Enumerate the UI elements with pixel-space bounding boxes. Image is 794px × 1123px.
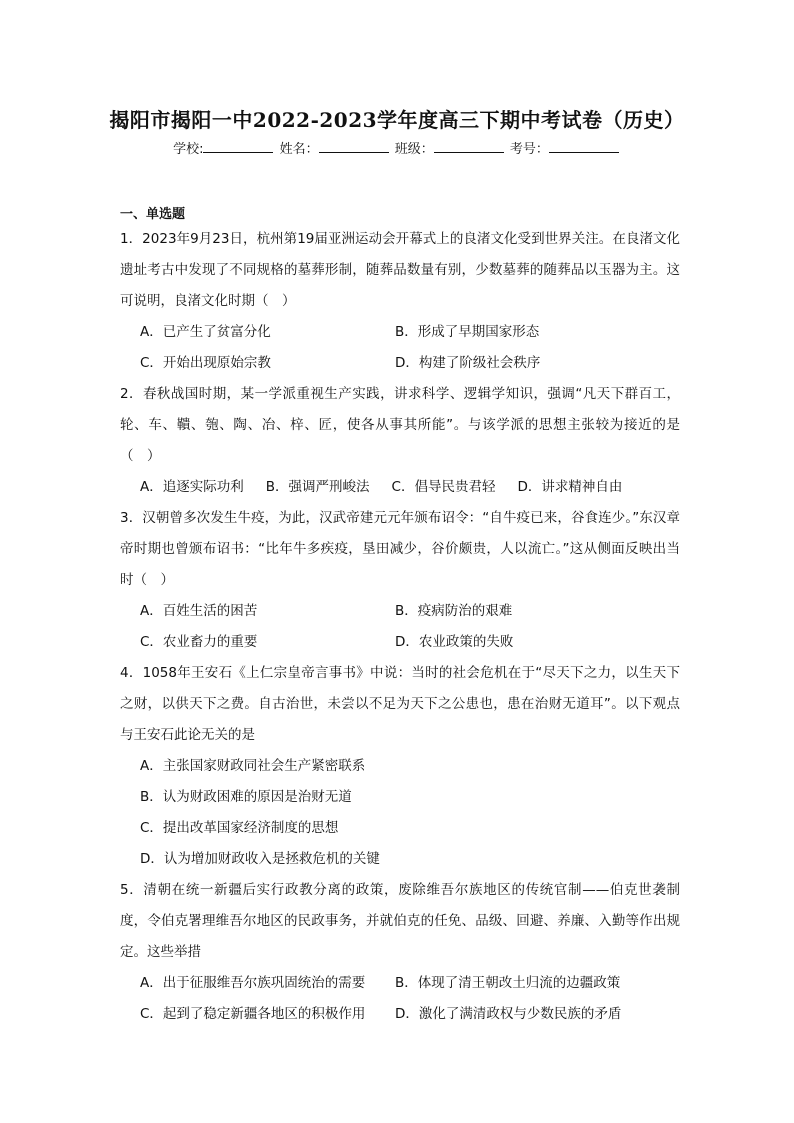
option-c[interactable]: C．开始出现原始宗教 xyxy=(140,355,271,371)
question-stem: 3．汉朝曾多次发生牛疫，为此，汉武帝建元元年颁布诏令：“自牛疫已来，谷食连少。”东汉章帝时期也曾颁布诏书：“比年牛多疾疫，垦田减少，谷价颇贵，人以流亡。”这从侧面反映出当时（ ） xyxy=(120,510,680,588)
options-group xyxy=(120,968,680,1030)
options-group xyxy=(120,751,680,875)
option-d[interactable]: D．农业政策的失败 xyxy=(395,634,514,650)
student-info-row xyxy=(0,138,794,157)
question-stem: 1．2023年9月23日，杭州第19届亚洲运动会开幕式上的良渚文化受到世界关注。在良渚文化遗址考古中发现了不同规格的墓葬形制，随葬品数量有别，少数墓葬的随葬品以玉器为主。这可说明，良渚文化时期（ ） xyxy=(120,231,680,309)
question-1 xyxy=(120,224,680,379)
options-group xyxy=(120,596,680,658)
exam-title: 揭阳市揭阳一中2022-2023学年度高三下期中考试卷（历史） xyxy=(109,108,685,132)
question-4 xyxy=(120,658,680,875)
class-blank[interactable] xyxy=(434,140,504,153)
name-blank[interactable] xyxy=(319,140,389,153)
options-group xyxy=(120,472,680,503)
option-c[interactable]: C．农业畜力的重要 xyxy=(140,634,258,650)
question-3 xyxy=(120,503,680,658)
name-label: 姓名： xyxy=(279,142,319,157)
option-a[interactable]: A．出于征服维吾尔族巩固统治的需要 xyxy=(140,975,366,991)
question-5 xyxy=(120,875,680,1030)
option-a[interactable]: A．百姓生活的困苦 xyxy=(140,603,258,619)
question-stem: 2．春秋战国时期，某一学派重视生产实践，讲求科学、逻辑学知识，强调“凡天下群百工，轮、车、鞼、匏、陶、冶、梓、匠，使各从事其所能”。与该学派的思想主张较为接近的是（ ） xyxy=(120,386,680,464)
question-2 xyxy=(120,379,680,503)
options-group xyxy=(120,317,680,379)
exam-number-blank[interactable] xyxy=(549,140,619,153)
question-stem: 5．清朝在统一新疆后实行政教分离的政策，废除维吾尔族地区的传统官制——伯克世袭制度，令伯克署理维吾尔地区的民政事务，并就伯克的任免、品级、回避、养廉、入勤等作出规定。这些举措 xyxy=(120,882,680,960)
exam-number-label: 考号： xyxy=(509,142,549,157)
option-b[interactable]: B．认为财政困难的原因是治财无道 xyxy=(140,789,352,805)
school-label: 学校: xyxy=(173,142,204,157)
option-d[interactable]: D．讲求精神自由 xyxy=(517,479,623,495)
option-c[interactable]: C．倡导民贵君轻 xyxy=(391,479,496,495)
option-a[interactable]: A．已产生了贫富分化 xyxy=(140,324,271,340)
option-b[interactable]: B．形成了早期国家形态 xyxy=(395,324,540,340)
option-d[interactable]: D．激化了满清政权与少数民族的矛盾 xyxy=(395,1006,622,1022)
option-b[interactable]: B．疫病防治的艰难 xyxy=(395,603,513,619)
school-blank[interactable] xyxy=(203,140,273,153)
question-stem: 4．1058年王安石《上仁宗皇帝言事书》中说：当时的社会危机在于“尽天下之力，以生天下之财，以供天下之费。自古治世，未尝以不足为天下之公患也，患在治财无道耳”。以下观点与王安石此论无关的是 xyxy=(120,665,680,743)
option-a[interactable]: A．追逐实际功利 xyxy=(140,479,244,495)
option-d[interactable]: D．认为增加财政收入是拯救危机的关键 xyxy=(140,851,380,867)
question-list xyxy=(120,224,680,1030)
section-title: 一、单选题 xyxy=(120,207,186,222)
option-c[interactable]: C．起到了稳定新疆各地区的积极作用 xyxy=(140,1006,366,1022)
option-c[interactable]: C．提出改革国家经济制度的思想 xyxy=(140,820,339,836)
class-label: 班级： xyxy=(394,142,434,157)
option-d[interactable]: D．构建了阶级社会秩序 xyxy=(395,355,541,371)
option-b[interactable]: B．强调严刑峻法 xyxy=(265,479,370,495)
option-a[interactable]: A．主张国家财政同社会生产紧密联系 xyxy=(140,758,366,774)
option-b[interactable]: B．体现了清王朝改土归流的边疆政策 xyxy=(395,975,621,991)
